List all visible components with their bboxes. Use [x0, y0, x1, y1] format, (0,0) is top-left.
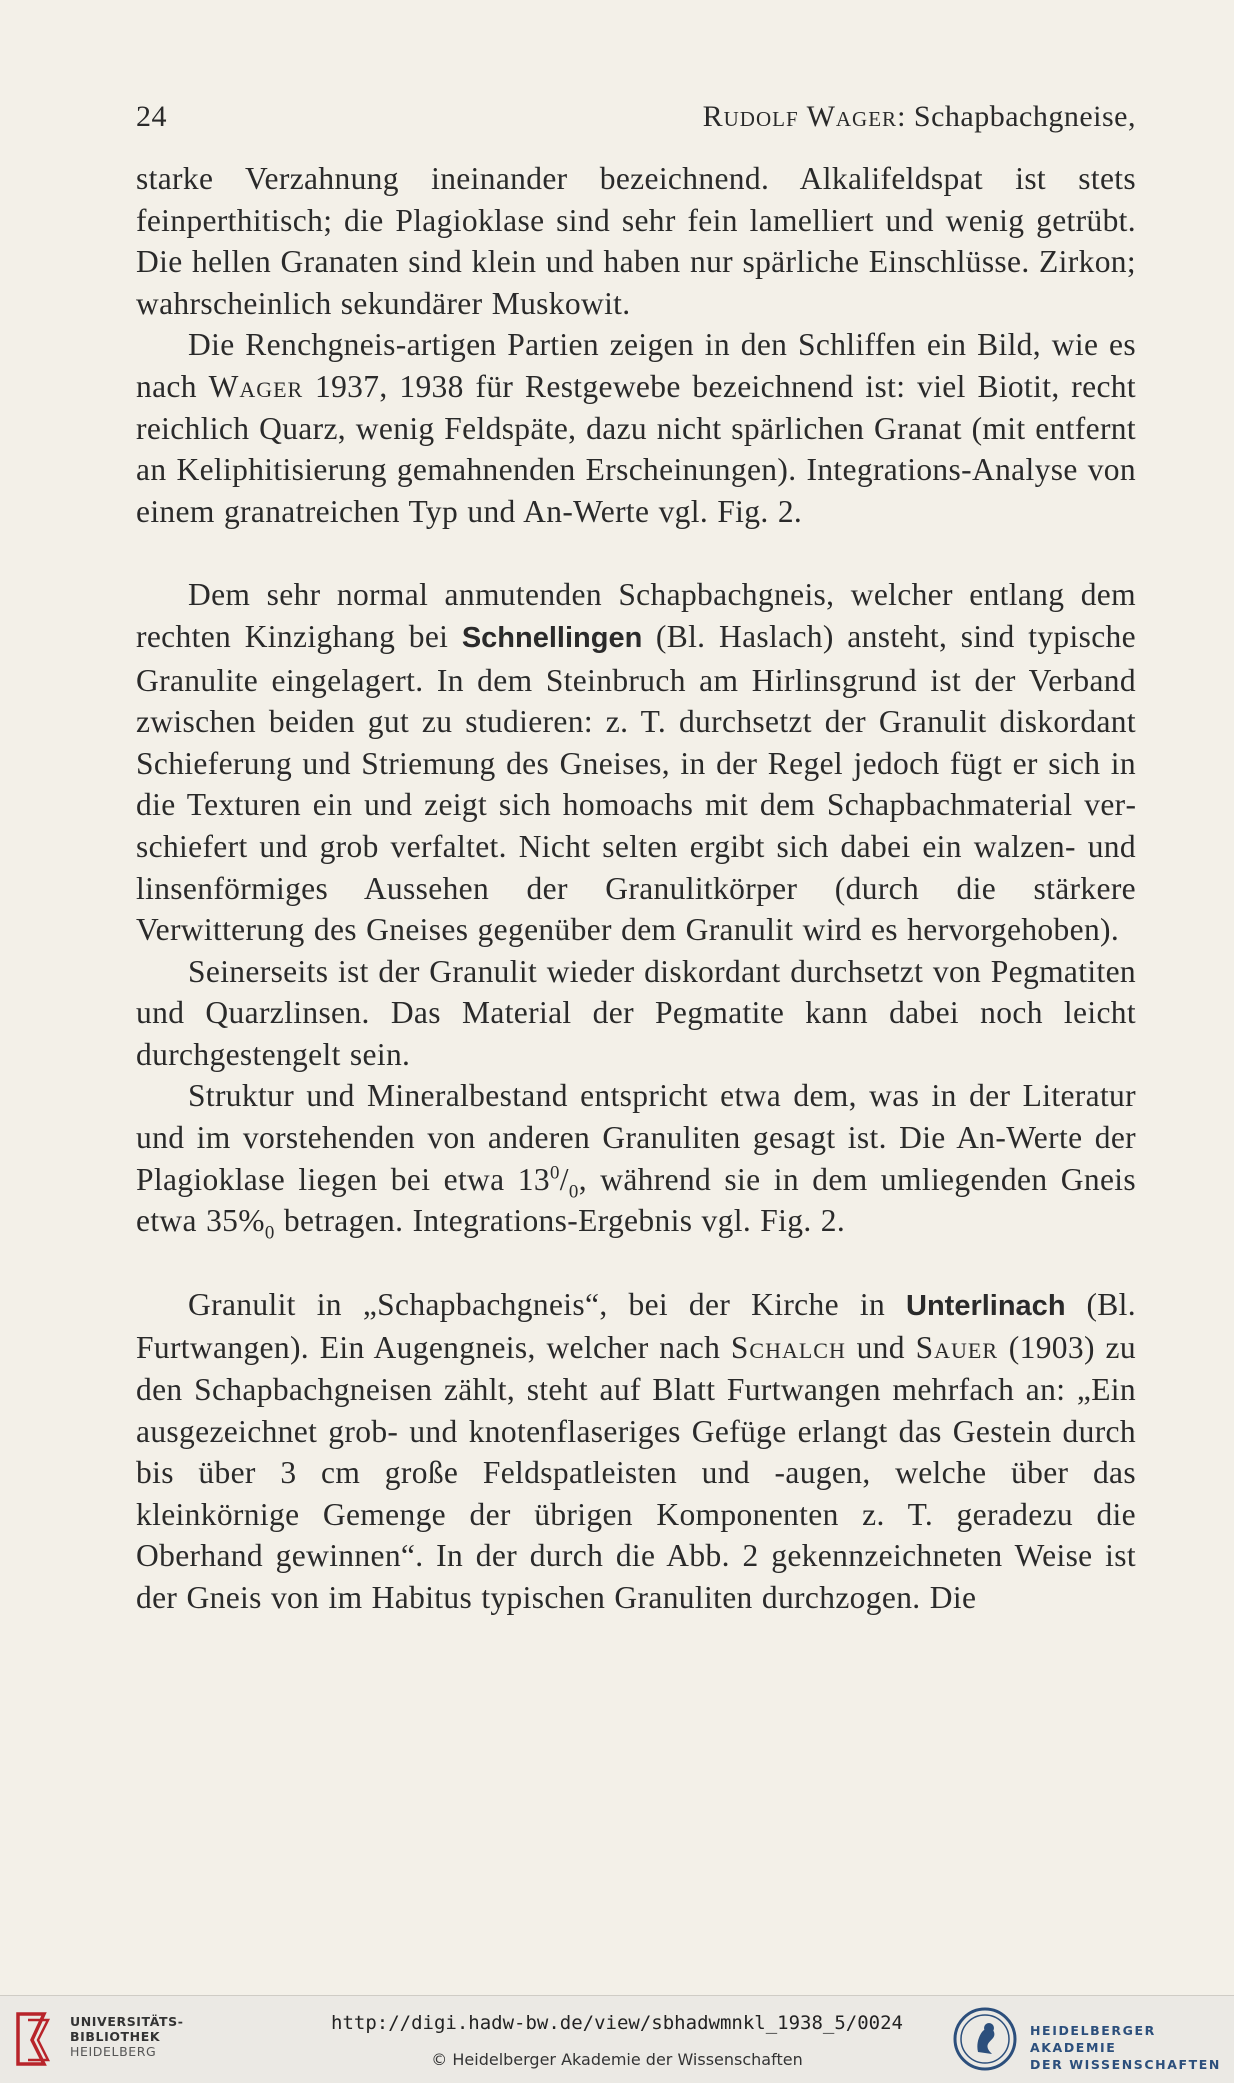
- percent-sign: %: [238, 1203, 265, 1239]
- running-title: [703, 100, 1136, 134]
- paragraph-1: starke Verzahnung ineinander bezeichnend. Alkalifeldspat ist stets feinperthitisch; die Plagioklase sind sehr fein lamelliert und wenig getrübt. Die hellen Granaten sind klein und haben nur spärliche Einschlüsse. Zirkon; wahrscheinlich sekundärer Muskowit.: [136, 161, 1136, 321]
- author-name: Rudolf Wager: [702, 100, 898, 133]
- body-text: [136, 158, 1136, 1619]
- academy-name-line-2: DER WISSENSCHAFTEN: [1030, 2057, 1221, 2072]
- paragraph-6-text-b: (Bl. Furtwangen). Ein Augengneis, welcher nach: [136, 1286, 1136, 1366]
- paragraph-2-text-a: Die Renchgneis-artigen Partien zeigen in den Schliffen ein Bild, wie es nach: [136, 327, 1136, 404]
- paragraph-2: [136, 324, 1136, 532]
- title-separator: :: [897, 100, 906, 133]
- paragraph-3-text-b: (Bl. Haslach) ansteht, sind typische Granulite eingelagert. In dem Steinbruch am Hirlinsgrund ist der Verband zwischen beiden gut zu studieren: z. T. durchsetzt der Granulit diskordant Schieferung und Striemung des Gneises, in der Regel jedoch fügt er sich in die Texturen ein und zeigt sich homoachs mit dem Schapbachmaterial verschiefert und grob verfaltet. Nicht selten ergibt sich dabei ein walzen- und linsenförmiges Aussehen der Granulitkörper (durch die stärkere Verwitterung des Gneises gegenüber dem Granulit wird es hervorgehoben).: [136, 618, 1136, 948]
- paragraph-5-text-a: Struktur und Mineralbestand entspricht etwa dem, was in der Literatur und im vorstehenden von anderen Granuliten gesagt ist. Die An-Werte der Plagioklase liegen bei etwa 13: [136, 1078, 1136, 1197]
- permille-sup: 0: [549, 1162, 560, 1184]
- copyright-notice: © Heidelberger Akademie der Wissenschaften: [431, 2050, 803, 2069]
- place-name-unterlinach: Unterlinach: [906, 1289, 1066, 1322]
- percent-sub: 0: [264, 1222, 275, 1244]
- permille-sub: 0: [568, 1180, 579, 1202]
- permille-slash: /: [559, 1161, 569, 1197]
- page-number: 24: [136, 100, 167, 133]
- paragraph-4: Seinerseits ist der Granulit wieder diskordant durchsetzt von Pegmatiten und Quarzlinsen. Das Material der Pegmatite kann dabei noch leicht durchgestengelt sein.: [136, 953, 1136, 1072]
- library-name-line-3: HEIDELBERG: [70, 2044, 157, 2059]
- paragraph-6-text-c: und: [845, 1330, 916, 1366]
- chapter-title: Schapbachgneise,: [913, 100, 1136, 133]
- library-name-line-2: BIBLIOTHEK: [70, 2029, 161, 2044]
- paragraph-5-text-b: , während sie in dem umliegenden Gneis etwa 35: [136, 1161, 1136, 1239]
- author-citation-sauer: Sauer: [915, 1330, 999, 1366]
- paragraph-5-text-c: betragen. Integrations-Ergebnis vgl. Fig. 2.: [274, 1203, 846, 1239]
- academy-seal-icon[interactable]: [952, 2006, 1018, 2072]
- library-name-line-1: UNIVERSITÄTS-: [70, 2014, 184, 2029]
- paragraph-3-text-a: Dem sehr normal anmutenden Schapbachgneis, welcher entlang dem rechten Kinzighang bei: [136, 577, 1136, 654]
- paragraph-3: [136, 574, 1136, 950]
- place-name-schnellingen: Schnellingen: [461, 621, 643, 654]
- academy-name-line-1: HEIDELBERGER AKADEMIE: [1030, 2023, 1156, 2055]
- viewer-footer: [0, 1995, 1234, 2083]
- paragraph-2-text-b: 1937, 1938 für Restgewebe bezeichnend ist: viel Biotit, recht reichlich Quarz, wenig Feldspäte, dazu nicht spärlichen Granat (mit entfernt an Keliphitisierung gemahnenden Erscheinungen). Integrations-Analyse von einem granatreichen Typ und An-Werte vgl. Fig. 2.: [136, 368, 1136, 529]
- permalink-url[interactable]: http://digi.hadw-bw.de/view/sbhadwmnkl_1938_5/0024: [331, 2012, 903, 2034]
- paragraph-6-text-a: Granulit in „Schapbachgneis“, bei der Kirche in: [188, 1286, 906, 1322]
- author-citation-schalch: Schalch: [730, 1330, 846, 1366]
- paragraph-6: [136, 1284, 1136, 1619]
- paragraph-6-text-d: (1903) zu den Schapbachgneisen zählt, steht auf Blatt Furtwangen mehrfach an: „Ein ausgezeichnet grob- und knotenflaseriges Gefüge erlangt das Gestein durch bis über 3 cm große Feldspatleisten und -augen, welche über das kleinkörnige Gemenge der übrigen Komponenten z. T. geradezu die Oberhand gewinnen“. In der durch die Abb. 2 gekennzeichneten Weise ist der Gneis von im Habitus typischen Granuliten durchzogen. Die: [136, 1330, 1136, 1615]
- author-citation-wager: Wager: [208, 368, 304, 404]
- paragraph-5: [136, 1075, 1136, 1244]
- academy-name: [1030, 2022, 1234, 2073]
